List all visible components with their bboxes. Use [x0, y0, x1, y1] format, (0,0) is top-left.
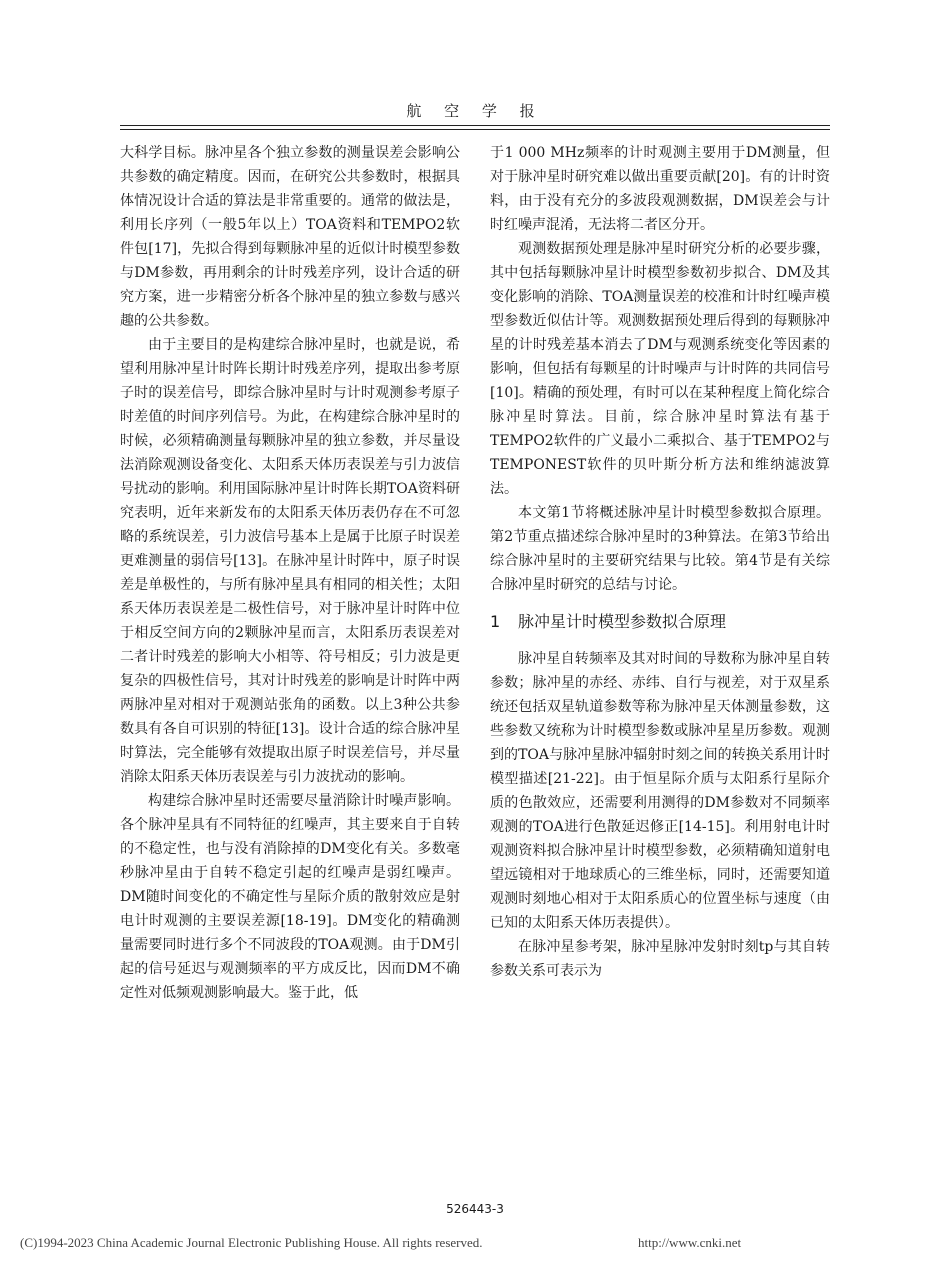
paragraph: 构建综合脉冲星时还需要尽量消除计时噪声影响。各个脉冲星具有不同特征的红噪声，其主要来自于自转的不稳定性，也与没有消除掉的DM变化有关。多数毫秒脉冲星由于自转不稳定引起的红噪声是弱红噪声。DM随时间变化的不确定性与星际介质的散射效应是射电计时观测的主要误差源[18-19]。DM变化的精确测量需要同时进行多个不同波段的TOA观测。由于DM引起的信号延迟与观测频率的平方成反比，因而DM不确定性对低频观测影响最大。鉴于此，低 [120, 793, 460, 1001]
header-rule-thin [120, 129, 830, 130]
paragraph: 本文第1节将概述脉冲星计时模型参数拟合原理。第2节重点描述综合脉冲星时的3种算法。在第3节给出综合脉冲星时的主要研究结果与比较。第4节是有关综合脉冲星时研究的总结与讨论。 [490, 505, 830, 593]
paragraph: 于1 000 MHz频率的计时观测主要用于DM测量，但对于脉冲星时研究难以做出重要贡献[20]。有的计时资料，由于没有充分的多波段观测数据，DM误差会与计时红噪声混淆，无法将二者区分开。 [490, 145, 830, 233]
page-number: 526443-3 [446, 1202, 504, 1216]
paragraph: 观测数据预处理是脉冲星时研究分析的必要步骤，其中包括每颗脉冲星计时模型参数初步拟合、DM及其变化影响的消除、TOA测量误差的校准和计时红噪声模型参数近似估计等。观测数据预处理后得到的每颗脉冲星的计时残差基本消去了DM与观测系统变化等因素的影响，但包括有每颗星的计时噪声与计时阵的共同信号[10]。精确的预处理，有时可以在某种程度上简化综合脉冲星时算法。目前，综合脉冲星时算法有基于TEMPO2软件的广义最小二乘拟合、基于TEMPO2与TEMPONEST软件的贝叶斯分析方法和维纳滤波算法。 [490, 241, 830, 497]
cnki-url: http://www.cnki.net [638, 1235, 742, 1250]
journal-header-title: 航 空 学 报 [406, 102, 544, 120]
section-heading [490, 609, 830, 635]
paragraph: 大科学目标。脉冲星各个独立参数的测量误差会影响公共参数的确定精度。因而，在研究公共参数时，根据具体情况设计合适的算法是非常重要的。通常的做法是，利用长序列（一般5年以上）TOA资料和TEMPO2软件包[17]，先拟合得到每颗脉冲星的近似计时模型参数与DM参数，再用剩余的计时残差序列，设计合适的研究方案，进一步精密分析各个脉冲星的独立参数与感兴趣的公共参数。 [120, 145, 460, 329]
section-number: 1 [490, 612, 501, 631]
paragraph: 由于主要目的是构建综合脉冲星时，也就是说，希望利用脉冲星计时阵长期计时残差序列，提取出参考原子时的误差信号，即综合脉冲星时与计时观测参考原子时差值的时间序列信号。为此，在构建综合脉冲星时的时候，必须精确测量每颗脉冲星的独立参数，并尽量设法消除观测设备变化、太阳系天体历表误差与引力波信号扰动的影响。利用国际脉冲星计时阵长期TOA资料研究表明，近年来新发布的太阳系天体历表仍存在不可忽略的系统误差，引力波信号基本上是属于比原子时误差更难测量的弱信号[13]。在脉冲星计时阵中，原子时误差是单极性的，与所有脉冲星具有相同的相关性；太阳系天体历表误差是二极性信号，对于脉冲星计时阵中位于相反空间方向的2颗脉冲星而言，太阳系历表误差对二者计时残差的影响大小相等、符号相反；引力波是更复杂的四极性信号，其对计时残差的影响是计时阵中两两脉冲星对相对于观测站张角的函数。以上3种公共参数具有各自可识别的特征[13]。设计合适的综合脉冲星时算法，完全能够有效提取出原子时误差信号，并尽量消除太阳系天体历表误差与引力波扰动的影响。 [120, 337, 460, 785]
paragraph: 在脉冲星参考架，脉冲星脉冲发射时刻tp与其自转参数关系可表示为 [490, 939, 830, 979]
right-column [490, 141, 830, 983]
copyright-notice: (C)1994-2023 China Academic Journal Electronic Publishing House. All rights reserved. [20, 1235, 483, 1250]
left-column [120, 141, 460, 1005]
paragraph: 脉冲星自转频率及其对时间的导数称为脉冲星自转参数；脉冲星的赤经、赤纬、自行与视差，对于双星系统还包括双星轨道参数等称为脉冲星天体测量参数，这些参数又统称为计时模型参数或脉冲星星历参数。观测到的TOA与脉冲星脉冲辐射时刻之间的转换关系用计时模型描述[21-22]。由于恒星际介质与太阳系行星际介质的色散效应，还需要利用测得的DM参数对不同频率观测的TOA进行色散延迟修正[14-15]。利用射电计时观测资料拟合脉冲星计时模型参数，必须精确知道射电望远镜相对于地球质心的三维坐标，同时，还需要知道观测时刻地心相对于太阳系质心的位置坐标与速度（由已知的太阳系天体历表提供）。 [490, 651, 830, 931]
section-title: 脉冲星计时模型参数拟合原理 [518, 612, 727, 631]
header-rule-thick [120, 125, 830, 126]
